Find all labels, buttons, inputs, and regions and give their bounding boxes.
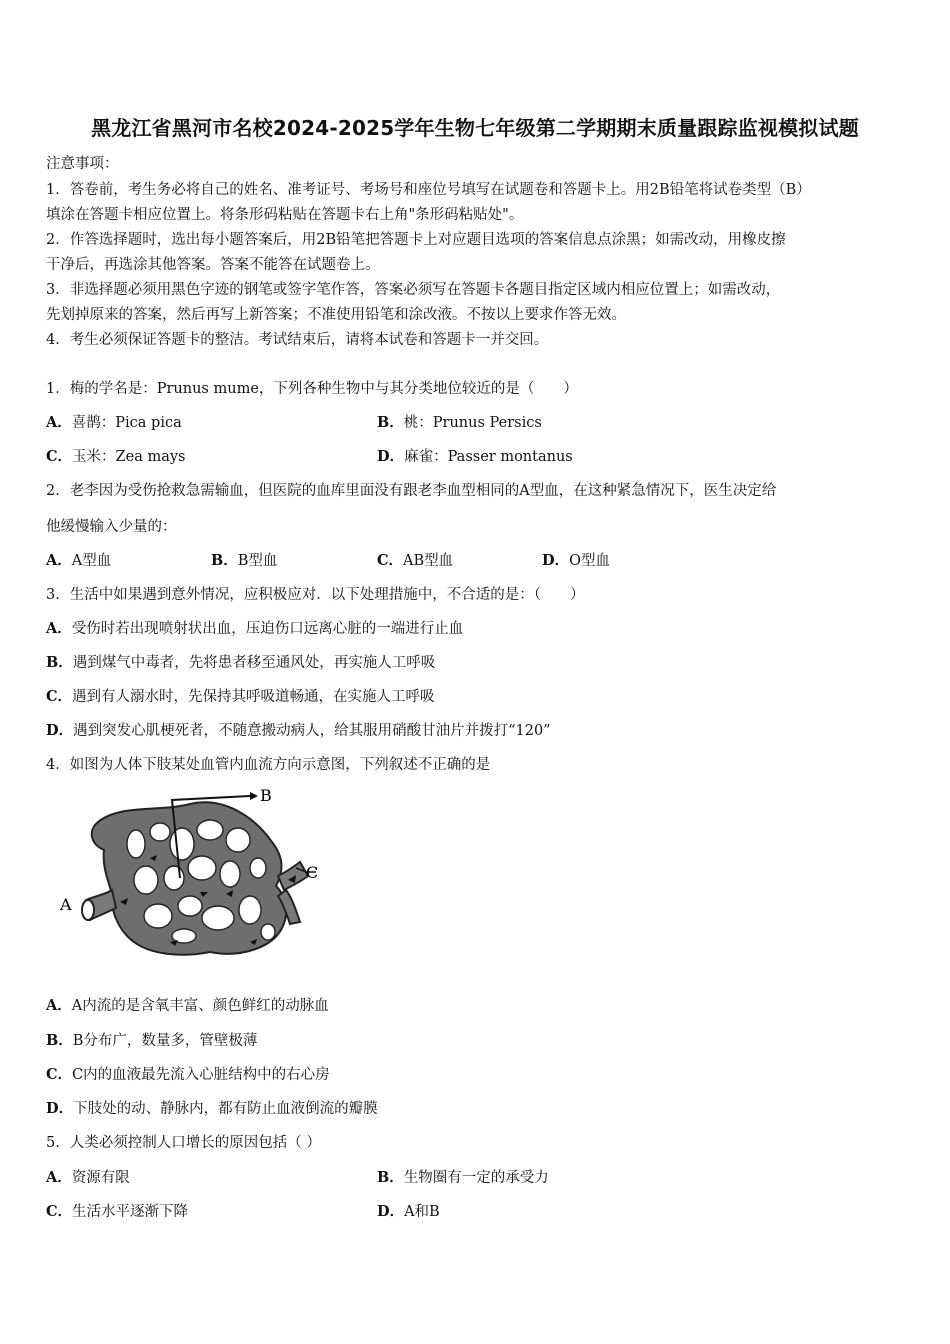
option-text: 遇到有人溺水时，先保持其呼吸道畅通，在实施人工呼吸 — [72, 689, 435, 705]
q4-option-b[interactable] — [46, 1029, 257, 1050]
option-label: D． — [46, 722, 74, 739]
option-label: B． — [46, 654, 73, 671]
option-label: B． — [46, 1032, 73, 1049]
option-text: 资源有限 — [71, 1170, 130, 1186]
q4-option-a[interactable] — [46, 994, 329, 1015]
option-text: AB型血 — [403, 553, 454, 569]
q5-option-d[interactable] — [377, 1200, 440, 1221]
option-text: 遇到突发心肌梗死者，不随意搬动病人，给其服用硝酸甘油片并拨打“120” — [73, 723, 551, 739]
option-text: A型血 — [71, 553, 112, 569]
figure-label-b: B — [260, 786, 272, 805]
q1-option-d[interactable] — [377, 445, 573, 466]
option-label: C． — [46, 1066, 73, 1083]
option-text: 生物圈有一定的承受力 — [403, 1170, 549, 1186]
q2-option-c[interactable] — [377, 549, 453, 570]
option-label: D． — [377, 1203, 405, 1220]
option-label: C． — [377, 552, 404, 569]
notice-line: 干净后，再选涂其他答案。答案不能答在试题卷上。 — [46, 257, 380, 273]
q4-stem: 4．如图为人体下肢某处血管内血流方向示意图，下列叙述不正确的是 — [46, 757, 491, 773]
q2-stem-continued: 他缓慢输入少量的： — [46, 519, 177, 535]
notice-line: 4．考生必须保证答题卡的整洁。考试结束后，请将本试卷和答题卡一并交回。 — [46, 332, 549, 348]
option-text: B型血 — [237, 553, 278, 569]
option-text: 喜鹊：Pica pica — [71, 415, 182, 431]
option-label: A． — [46, 997, 72, 1014]
q3-option-c[interactable] — [46, 685, 435, 706]
notice-line: 填涂在答题卡相应位置上。将条形码粘贴在答题卡右上角"条形码粘贴处"。 — [46, 207, 524, 223]
option-text: 玉米：Zea mays — [72, 449, 186, 465]
option-text: 受伤时若出现喷射状出血，压迫伤口远离心脏的一端进行止血 — [71, 621, 464, 637]
option-label: B． — [377, 414, 404, 431]
q3-option-d[interactable] — [46, 719, 551, 740]
option-text: 遇到煤气中毒者，先将患者移至通风处，再实施人工呼吸 — [72, 655, 436, 671]
q3-option-b[interactable] — [46, 651, 435, 672]
q4-option-d[interactable] — [46, 1097, 378, 1118]
q5-option-c[interactable] — [46, 1200, 188, 1221]
option-label: B． — [211, 552, 238, 569]
q2-option-d[interactable] — [542, 549, 610, 570]
option-text: A内流的是含氧丰富、颜色鲜红的动脉血 — [71, 998, 329, 1014]
option-label: B． — [377, 1169, 404, 1186]
q5-stem: 5．人类必须控制人口增长的原因包括（ ） — [46, 1135, 321, 1151]
notice-heading: 注意事项： — [46, 156, 119, 172]
option-text: 生活水平逐渐下降 — [72, 1204, 189, 1220]
q2-option-b[interactable] — [211, 549, 277, 570]
option-text: O型血 — [569, 553, 610, 569]
option-label: C． — [46, 1203, 73, 1220]
q5-option-a[interactable] — [46, 1166, 130, 1187]
option-label: A． — [46, 1169, 72, 1186]
option-text: C内的血液最先流入心脏结构中的右心房 — [72, 1067, 330, 1083]
q2-stem: 2．老李因为受伤抢救急需输血，但医院的血库里面没有跟老李血型相同的A型血，在这种紧急情况下，医生决定给 — [46, 483, 777, 499]
q2-option-a[interactable] — [46, 549, 111, 570]
option-text: 下肢处的动、静脉内，都有防止血液倒流的瓣膜 — [73, 1101, 378, 1117]
q1-option-c[interactable] — [46, 445, 185, 466]
q1-stem: 1．梅的学名是：Prunus mume，下列各种生物中与其分类地位较近的是（ ） — [46, 381, 578, 397]
notice-line: 先划掉原来的答案，然后再写上新答案；不准使用铅笔和涂改液。不按以上要求作答无效。 — [46, 307, 626, 323]
option-text: B分布广，数量多，管壁极薄 — [72, 1033, 258, 1049]
exam-title: 黑龙江省黑河市名校2024-2025学年生物七年级第二学期期末质量跟踪监视模拟试题 — [91, 116, 859, 140]
option-label: A． — [46, 620, 72, 637]
blood-vessel-diagram — [50, 782, 330, 962]
q4-option-c[interactable] — [46, 1063, 330, 1084]
notice-line: 2．作答选择题时，选出每小题答案后，用2B铅笔把答题卡上对应题目选项的答案信息点涂黑；如需改动，用橡皮擦 — [46, 232, 786, 248]
q3-option-a[interactable] — [46, 617, 463, 638]
figure-label-c: C — [306, 863, 319, 882]
notice-line: 3．非选择题必须用黑色字迹的钢笔或签字笔作答，答案必须写在答题卡各题目指定区域内相应位置上；如需改动， — [46, 282, 781, 298]
option-label: D． — [46, 1100, 74, 1117]
option-text: 桃：Prunus Persics — [403, 415, 542, 431]
notice-line: 1．答卷前，考生务必将自己的姓名、准考证号、考场号和座位号填写在试题卷和答题卡上。用2B铅笔将试卷类型（B） — [46, 182, 811, 198]
option-text: 麻雀：Passer montanus — [404, 449, 573, 465]
option-text: A和B — [404, 1204, 440, 1220]
option-label: A． — [46, 414, 72, 431]
option-label: A． — [46, 552, 72, 569]
q5-option-b[interactable] — [377, 1166, 549, 1187]
q1-option-b[interactable] — [377, 411, 542, 432]
q1-option-a[interactable] — [46, 411, 182, 432]
option-label: C． — [46, 448, 73, 465]
option-label: C． — [46, 688, 73, 705]
q3-stem: 3．生活中如果遇到意外情况，应积极应对．以下处理措施中，不合适的是：（ ） — [46, 587, 585, 603]
option-label: D． — [542, 552, 570, 569]
figure-label-a: A — [60, 895, 72, 914]
option-label: D． — [377, 448, 405, 465]
